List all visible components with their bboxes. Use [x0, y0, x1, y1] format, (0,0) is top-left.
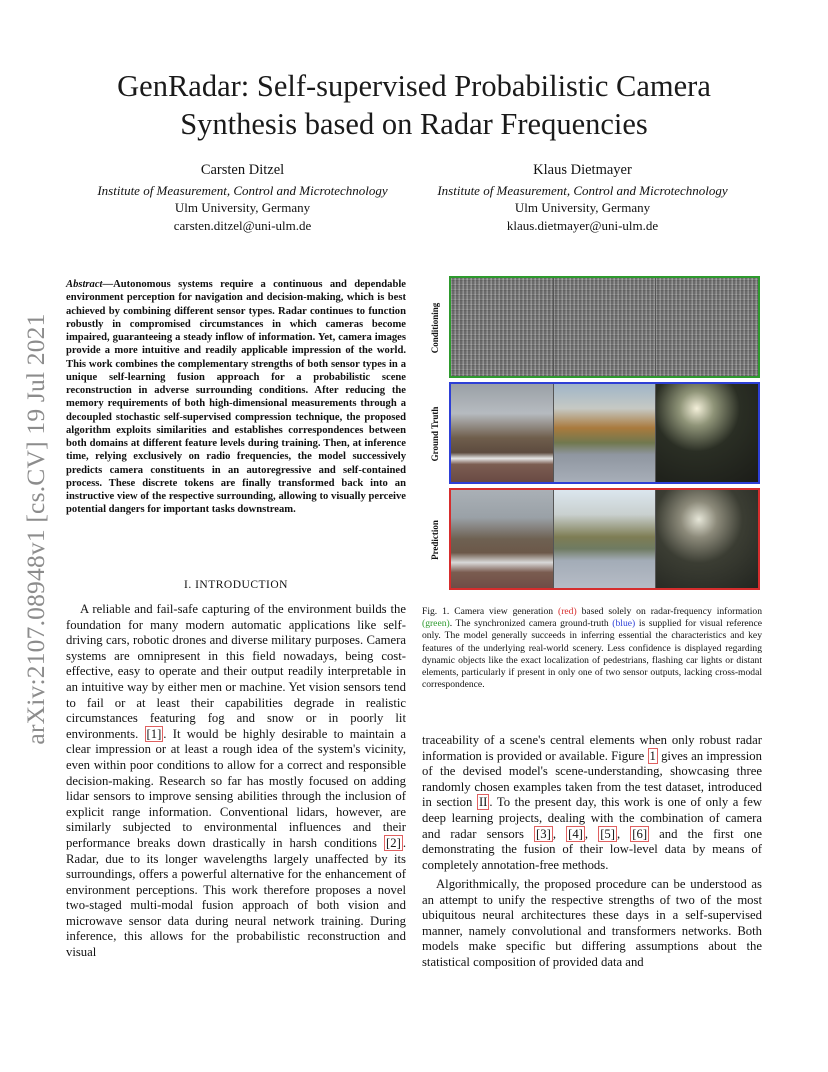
arxiv-identifier: arXiv:2107.08948v1 [cs.CV] 19 Jul 2021 [21, 313, 50, 745]
author-block-2 [420, 162, 745, 234]
author-name: Carsten Ditzel [200, 162, 285, 178]
radar-panel [554, 278, 657, 376]
camera-image [451, 384, 554, 482]
row-label-prediction: Prediction [430, 520, 440, 560]
predicted-image [656, 490, 758, 588]
ground-truth-row [449, 382, 760, 484]
conditioning-row [449, 276, 760, 378]
author-email[interactable]: carsten.ditzel@uni-ulm.de [173, 217, 312, 233]
radar-panel [451, 278, 554, 376]
author-block-1 [80, 162, 405, 234]
caption-green: (green) [422, 618, 450, 630]
citation-link[interactable]: [4] [568, 826, 583, 841]
citation-link[interactable]: [5] [600, 826, 615, 841]
intro-text: A reliable and fail-safe capturing of the environment builds the foundation for many modern automatic applications like self-driving cars, robotic drones and diverse military purposes. Camera systems are omnipresent in this field nowadays, being cost-effective, easy to operate and their output readily interpretable in an intuitive way by either men or machine. Yet vision sensors tend to fail or at least their capabilities degrade in realistic circumstances featuring fog and snow or in poorly lit environments. [66, 602, 406, 741]
paragraph-right-1: traceability of a scene's central elements when only robust radar information is provided or available. Figure 1 gives an impression of the devised model's scene-understanding, showcasing three randomly chosen examples taken from the test dataset, introduced in section II . To the present day, this work is one of only a few deep learning projects, dealing with the combination of camera and radar sensors [3] , [4] , [5] , [6] and the first one demonstrating the fusion of their low-level data by means of completely annotation-free methods. [422, 733, 763, 872]
camera-image [656, 384, 758, 482]
citation-link[interactable]: [6] [632, 826, 648, 841]
author-institute: Institute of Measurement, Control and Microtechnology [437, 182, 728, 198]
figure-1 [422, 276, 762, 592]
caption-blue: (blue) [612, 618, 636, 630]
section-ref-link[interactable]: II [478, 795, 488, 810]
author-name: Klaus Dietmayer [533, 162, 632, 178]
caption-red: (red) [558, 606, 577, 617]
prediction-row [449, 488, 760, 590]
author-university: Ulm University, Germany [174, 200, 311, 215]
arxiv-stamp [20, 296, 52, 762]
citation-link[interactable]: [1] [146, 726, 162, 741]
row-label-ground-truth: Ground Truth [430, 406, 440, 462]
row-label-conditioning: Conditioning [430, 302, 440, 354]
figure-caption: Fig. 1. Camera view generation (red) based solely on radar-frequency information (green). The synchronized camera ground-truth (blue) is supplied for visual reference only. The model generally succeeds in inferring essential the characteristics and key features of the underlying real-world scenery. Less confidence is displayed regarding dynamic objects like the exact localization of pedestrians, flashing car lights or distant elements, particularly if present in only one of two sensor outputs, lacking cross-modal correspondence. [422, 606, 762, 691]
author-university: Ulm University, Germany [514, 200, 651, 215]
paragraph-right-2: Algorithmically, the proposed procedure can be understood as an attempt to unify the respective strengths of two of the most ubiquitous neural architectures these days in a self-supervised manner, namely convolutional and transformers networks. Both models make specific but differing assumptions about the statistical composition of provided data and [422, 877, 762, 969]
intro-paragraph-left [66, 602, 406, 961]
section-heading: I. INTRODUCTION [184, 579, 288, 591]
predicted-image [451, 490, 554, 588]
abstract-label: Abstract [66, 279, 103, 290]
predicted-image [554, 490, 657, 588]
abstract [66, 278, 406, 517]
citation-link[interactable]: [2] [386, 835, 401, 850]
intro-text: . It would be highly desirable to maintain a clear impression or at least a rough idea of the system's vicinity, even within poor conditions to allow for a correct and responsible decision-making. Research so far has mostly focused on adding lidar sensors to improve sensing abilities through the inclusion of explicit range information. Conventional lidars, however, are similarly subjected to environmental influences and their performance breaks down drastically in harsh conditions [66, 726, 406, 850]
figure-ref-link[interactable]: 1 [649, 748, 656, 763]
intro-text: . Radar, due to its longer wavelengths largely unaffected by its surroundings, offers a powerful alternative for the enhancement of environment perceptions. This work therefore proposes a novel two-staged multi-modal fusion approach of both vision and microwave sensor data during neural network training. During inference, this allows for the probabilistic reconstruction and visual [66, 835, 407, 960]
author-email[interactable]: klaus.dietmayer@uni-ulm.de [506, 217, 659, 233]
radar-panel [656, 278, 758, 376]
author-institute: Institute of Measurement, Control and Microtechnology [97, 182, 388, 198]
camera-image [554, 384, 657, 482]
citation-link[interactable]: [3] [536, 826, 551, 841]
abstract-text: —Autonomous systems require a continuous and dependable environment perception for navigation and decision-making, which is best achieved by combining different sensor types. Radar continues to function robustly in compromised circumstances in which cameras become impaired, guaranteeing a steady inflow of information. Yet, camera images provide a more intuitive and readily applicable impression of the world. This work combines the complementary strengths of both sensor types in a unique self-learning fusion approach for a probabilistic scene reconstruction in adverse surrounding conditions. After reducing the memory requirements of both high-dimensional measurements through a decoupled stochastic self-supervised compression technique, the proposed algorithm exploits similarities and establishes correspondences between both domains at different feature levels during training. Then, at inference time, relying exclusively on radio frequencies, the model successively predicts camera constituents in an autoregressive and self-contained process. These discrete tokens are finally transformed back into an instructive view of the respective surrounding, allowing to visually perceive potential dangers for important tasks downstream. [66, 279, 406, 516]
paper-title: GenRadar: Self-supervised Probabilistic Camera Synthesis based on Radar Frequencies [117, 69, 711, 141]
